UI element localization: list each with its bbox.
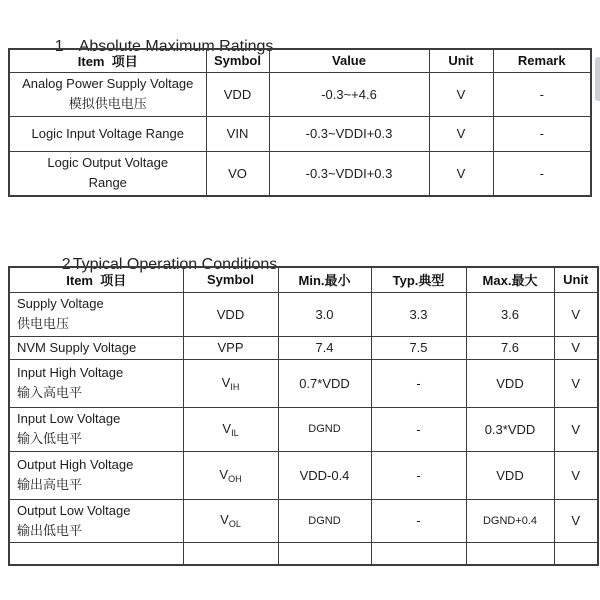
typ-cell: 7.5	[371, 336, 466, 359]
typ-cell: -	[371, 451, 466, 499]
item-cell	[9, 451, 183, 499]
symbol-subscript: OH	[228, 473, 242, 484]
min-cell: DGND	[278, 407, 371, 451]
unit-cell: V	[554, 336, 598, 359]
symbol-cell	[183, 451, 278, 499]
item-line-1: Logic Output Voltage	[47, 155, 169, 171]
table-row	[9, 292, 598, 336]
section2-number: 2	[61, 256, 71, 273]
symbol-base: V	[221, 374, 231, 390]
max-cell: 3.6	[466, 292, 554, 336]
table-row	[9, 116, 591, 151]
max-cell: 7.6	[466, 336, 554, 359]
header-cell-unit: Unit	[429, 49, 493, 72]
item-line-cn: 模拟供电电压	[68, 96, 147, 111]
symbol-base: V	[220, 512, 229, 527]
item-line-en: Output Low Voltage	[17, 502, 131, 518]
header-cell-item: Item 项目	[9, 267, 183, 292]
symbol-cell	[183, 359, 278, 407]
symbol-cell: VO	[206, 151, 269, 196]
section1-title-text: Absolute Maximum Ratings	[78, 38, 274, 55]
item-line-2: Range	[88, 175, 127, 191]
header-cell-max: Max.最大	[466, 267, 554, 292]
item-cell: Logic Input Voltage Range	[9, 116, 206, 151]
symbol-subscript: OL	[228, 519, 241, 529]
min-cell: 0.7*VDD	[278, 359, 371, 407]
header-cell-unit: Unit	[554, 267, 598, 292]
min-cell: DGND	[278, 499, 371, 542]
min-cell: 3.0	[278, 292, 371, 336]
unit-cell: V	[429, 72, 493, 116]
item-cell	[9, 72, 206, 116]
table-row	[9, 72, 591, 116]
item-line-en: Analog Power Supply Voltage	[22, 76, 194, 91]
table-header-row	[9, 267, 598, 292]
symbol-cell	[183, 499, 278, 542]
item-line-en: Input High Voltage	[17, 365, 124, 380]
table-row	[9, 407, 598, 451]
symbol-cell	[183, 542, 278, 565]
item-line-cn: 输入高电平	[17, 385, 83, 400]
min-cell: 7.4	[278, 336, 371, 359]
table-row-empty	[9, 542, 598, 565]
symbol-subscript: IL	[231, 427, 239, 438]
symbol-cell	[183, 407, 278, 451]
table-row	[9, 359, 598, 407]
absolute-maximum-ratings-table	[8, 48, 592, 197]
min-cell	[278, 542, 371, 565]
item-cell	[9, 292, 183, 336]
unit-cell: V	[554, 451, 598, 499]
remark-cell: -	[493, 151, 591, 196]
typ-cell	[371, 542, 466, 565]
unit-cell: V	[429, 151, 493, 196]
section2-title-text: Typical Operation Conditions	[72, 256, 278, 273]
unit-cell	[554, 542, 598, 565]
unit-cell: V	[429, 116, 493, 151]
typical-operation-conditions-table	[8, 266, 599, 566]
value-cell: -0.3~+4.6	[269, 72, 429, 116]
table-row	[9, 336, 598, 359]
symbol-cell: VPP	[183, 336, 278, 359]
item-cell: NVM Supply Voltage	[9, 336, 183, 359]
item-line-en: Input Low Voltage	[17, 411, 121, 426]
unit-cell: V	[554, 407, 598, 451]
symbol-cell: VIN	[206, 116, 269, 151]
item-line-cn: 供电电压	[17, 316, 70, 331]
value-cell: -0.3~VDDI+0.3	[269, 116, 429, 151]
remark-cell: -	[493, 72, 591, 116]
item-line-en: Output High Voltage	[17, 457, 134, 472]
symbol-base: V	[219, 466, 229, 482]
header-cell-min: Min.最小	[278, 267, 371, 292]
max-cell: VDD	[466, 359, 554, 407]
typ-cell: -	[371, 407, 466, 451]
item-line-cn: 输入低电平	[17, 431, 83, 446]
header-cell-item: Item 项目	[9, 49, 206, 72]
unit-cell: V	[554, 499, 598, 542]
min-cell: VDD-0.4	[278, 451, 371, 499]
item-line-cn: 输出低电平	[17, 522, 83, 538]
item-cell	[9, 359, 183, 407]
unit-cell: V	[554, 292, 598, 336]
max-cell: DGND+0.4	[466, 499, 554, 542]
max-cell: 0.3*VDD	[466, 407, 554, 451]
header-cell-symbol: Symbol	[183, 267, 278, 292]
table-row	[9, 499, 598, 542]
section1-number: 1	[54, 38, 64, 55]
right-edge-fragment	[595, 57, 600, 101]
header-cell-value: Value	[269, 49, 429, 72]
item-line-en: Supply Voltage	[17, 296, 104, 311]
header-cell-remark: Remark	[493, 49, 591, 72]
item-cell	[9, 151, 206, 196]
symbol-base: V	[222, 420, 232, 436]
typ-cell: 3.3	[371, 292, 466, 336]
max-cell: VDD	[466, 451, 554, 499]
value-cell: -0.3~VDDI+0.3	[269, 151, 429, 196]
symbol-cell: VDD	[183, 292, 278, 336]
item-line-cn: 输出高电平	[17, 477, 83, 492]
typ-cell: -	[371, 359, 466, 407]
typ-cell: -	[371, 499, 466, 542]
header-cell-symbol: Symbol	[206, 49, 269, 72]
max-cell	[466, 542, 554, 565]
symbol-subscript: IH	[230, 381, 240, 392]
table-header-row	[9, 49, 591, 72]
unit-cell: V	[554, 359, 598, 407]
remark-cell: -	[493, 116, 591, 151]
header-cell-typ: Typ.典型	[371, 267, 466, 292]
item-cell	[9, 542, 183, 565]
item-cell	[9, 407, 183, 451]
symbol-cell: VDD	[206, 72, 269, 116]
item-cell	[9, 499, 183, 542]
table-row	[9, 451, 598, 499]
table-row	[9, 151, 591, 196]
